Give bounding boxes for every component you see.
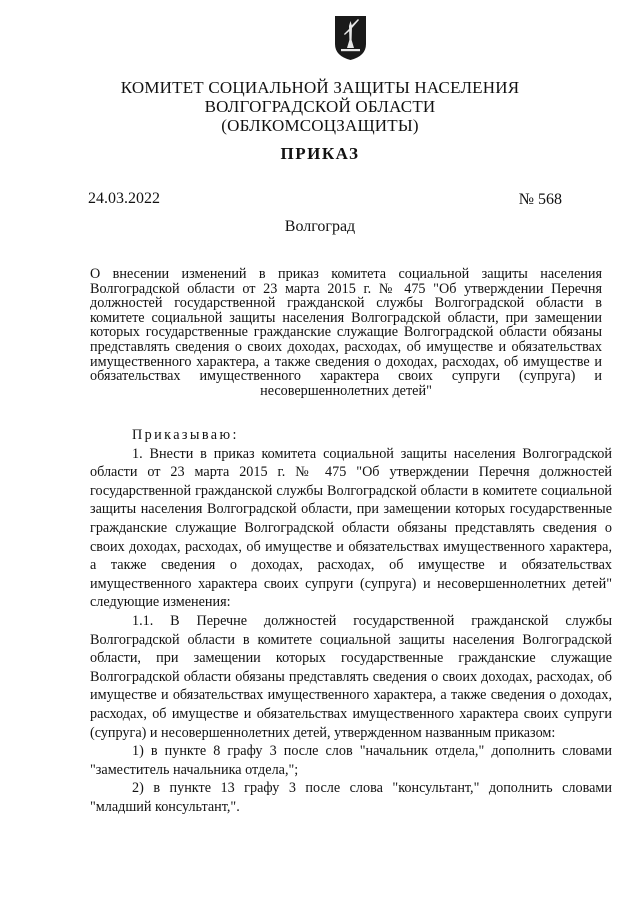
- volgograd-emblem-icon: [333, 14, 368, 61]
- paragraph-1-1: 1.1. В Перечне должностей государственной гражданской службы Волгоградской области в комитете социальной защиты населения Волгоградской области, при замещении которых государственные гражданские служащие Волгоградской области обязаны представлять сведения о своих доходах, расходах, об имуществе и обязательствах имущественного характера, а также сведения о доходах, расходах, об имуществе и обязательствах имущественного характера своих супруги (супруга) и несовершеннолетних детей, утвержденном названным приказом:: [90, 612, 612, 741]
- org-name-line1: КОМИТЕТ СОЦИАЛЬНОЙ ЗАЩИТЫ НАСЕЛЕНИЯ: [120, 78, 520, 97]
- order-body: [90, 426, 612, 816]
- org-name-line2: ВОЛГОГРАДСКОЙ ОБЛАСТИ: [204, 97, 436, 116]
- order-subject: О внесении изменений в приказ комитета социальной защиты населения Волгоградской области от 23 марта 2015 г. № 475 "Об утверждении Перечня должностей государственной гражданской службы Волгоградской области в комитете социальной защиты населения Волгоградской области, при замещении которых государственные гражданские служащие Волгоградской области обязаны представлять сведения о своих доходах, расходах, об имуществе и обязательствах имущественного характера, а также сведения о доходах, расходах, об имуществе и обязательствах имущественного характера своих супруги (супруга) и несовершеннолетних детей": [90, 266, 602, 399]
- list-item-2: 2) в пункте 13 графу 3 после слова "консультант," дополнить словами "младший консультант,".: [90, 780, 612, 815]
- order-directive-word: Приказываю:: [132, 427, 239, 443]
- order-date: 24.03.2022: [88, 190, 160, 207]
- order-number: № 568: [518, 191, 562, 208]
- list-item-1: 1) в пункте 8 графу 3 после слов "начальник отдела," дополнить словами "заместитель начальника отдела,";: [90, 743, 612, 778]
- order-city: Волгоград: [284, 218, 356, 235]
- paragraph-1: 1. Внести в приказ комитета социальной защиты населения Волгоградской области от 23 марта 2015 г. № 475 "Об утверждении Перечня должностей государственной гражданской службы Волгоградской области в комитете социальной защиты населения Волгоградской области, при замещении которых государственные гражданские служащие Волгоградской области обязаны представлять сведения о своих доходах, расходах, об имуществе и обязательствах имущественного характера, а также сведения о доходах, расходах, об имуществе и обязательствах имущественного характера своих супруги (супруга) и несовершеннолетних детей" следующие изменения:: [90, 445, 612, 611]
- org-name-abbr: (ОБЛКОМСОЦЗАЩИТЫ): [221, 116, 419, 135]
- document-type: ПРИКАЗ: [280, 144, 360, 163]
